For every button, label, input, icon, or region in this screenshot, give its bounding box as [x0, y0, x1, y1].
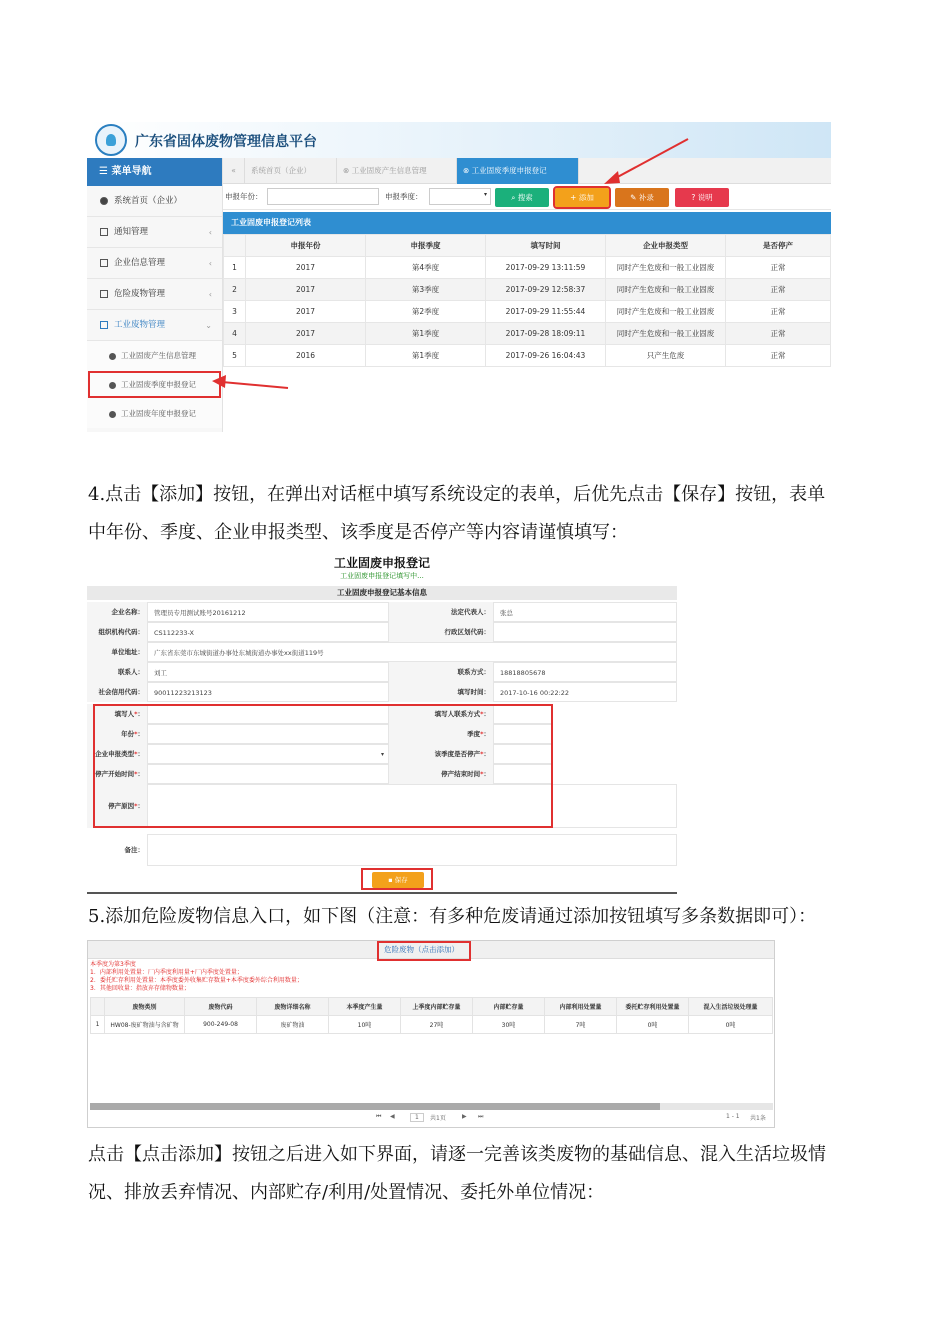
dropdown-arrow-icon: ▾	[483, 191, 487, 198]
form-row: 单位地址： 广东省东莞市东城街道办事处东城街道办事处xx街道119号	[87, 642, 677, 662]
sidebar-subitem-annual[interactable]: 工业固废年度申报登记	[87, 399, 222, 428]
horizontal-scrollbar[interactable]	[90, 1103, 773, 1110]
form-row: 企业申报类型*： ▾ 该季度是否停产*：	[87, 744, 677, 764]
form-row	[87, 834, 677, 866]
form-row: 企业名称： 管理员专用测试账号20161212 法定代表人： 张总	[87, 602, 677, 622]
table-row[interactable]: 2 2017 第3季度 2017-09-29 12:58:37 同时产生危废和一般工业固废 正常	[224, 279, 831, 301]
instruction-step-6	[88, 1136, 878, 1212]
instruction-step-5: 5.添加危险废物信息入口，如下图（注意：有多种危废请通过添加按钮填写多条数据即可）：	[88, 906, 817, 927]
table-row[interactable]: 5 2016 第1季度 2017-09-26 16:04:43 只产生危废 正常	[224, 345, 831, 367]
step-4-line-2: 中年份、季度、企业申报类型、该季度是否停产等内容请谨慎填写：	[88, 522, 628, 543]
pagination	[88, 1113, 775, 1127]
table-header-row: 废物类别 废物代码 废物详细名称 本季度产生量 上季度内部贮存量 内部贮存量 内部利用处置量 委托贮存利用处置量 混入生活垃圾处理量	[91, 998, 773, 1016]
col-stopped[interactable]: 是否停产	[726, 235, 831, 257]
org-code: CS112233-X	[147, 622, 389, 642]
note-line: 3．其他回收量：指放弃存储物数量；	[90, 985, 190, 992]
form-row: 年份*： 季度*：	[87, 724, 677, 744]
plus-icon: +	[570, 193, 579, 202]
remark-label: 备注：	[87, 834, 147, 866]
form-row: 停产原因*：	[87, 784, 677, 828]
scrollbar-thumb[interactable]	[90, 1103, 660, 1110]
question-icon: ?	[691, 193, 698, 202]
platform-title: 广东省固体废物管理信息平台	[135, 134, 317, 150]
remark-textarea[interactable]	[147, 834, 677, 866]
col-year[interactable]: 申报年份	[246, 235, 366, 257]
add-button[interactable]: + 添加	[555, 188, 609, 207]
close-icon[interactable]: ⊗	[343, 166, 352, 175]
chevron-left-icon: ‹	[208, 259, 212, 268]
tab-produce[interactable]: ⊗ 工业固废产生信息管理	[337, 158, 457, 184]
sidebar-item-industrial[interactable]: 工业废物管理 ⌄	[87, 310, 222, 341]
step-6-line-2: 况、排放丢弃情况、内部贮存/利用/处置情况、委托外单位情况：	[88, 1182, 605, 1203]
chevron-down-icon: ⌄	[205, 321, 212, 330]
tab-home[interactable]: 系统首页（企业）	[245, 158, 337, 184]
form-row: 联系人： 刘工 联系方式： 18818805678	[87, 662, 677, 682]
search-button[interactable]: ⌕ 搜索	[495, 188, 549, 207]
tab-quarterly[interactable]: ⊗ 工业固废季度申报登记	[457, 158, 579, 184]
company-address: 广东省东莞市东城街道办事处东城街道办事处xx街道119号	[147, 642, 677, 662]
table-row[interactable]: 1 2017 第4季度 2017-09-29 13:11:59 同时产生危废和一般工业固废 正常	[224, 257, 831, 279]
arrow-head	[604, 171, 620, 184]
search-icon: ⌕	[511, 193, 518, 202]
col-time[interactable]: 填写时间	[486, 235, 606, 257]
contact-person: 刘工	[147, 662, 389, 682]
add-hazardous-link[interactable]: 危险废物（点击添加）	[384, 945, 459, 954]
fill-time: 2017-10-16 00:22:22	[493, 682, 677, 702]
col-type[interactable]: 企业申报类型	[606, 235, 726, 257]
help-button[interactable]: ? 说明	[675, 188, 729, 207]
close-icon[interactable]: ⊗	[463, 166, 472, 175]
pencil-icon: ✎	[630, 193, 639, 202]
arrow-to-add-button	[612, 139, 688, 180]
page-input[interactable]: 1	[410, 1113, 424, 1122]
sidebar-item-home[interactable]: 系统首页（企业）	[87, 186, 222, 217]
form-row: 停产开始时间*： 停产结束时间*：	[87, 764, 677, 784]
hazardous-waste-screenshot	[87, 940, 775, 1128]
menu-icon: ☰	[99, 166, 112, 177]
form-row: 填写人*： 填写人联系方式*：	[87, 704, 677, 724]
form-title: 工业固废申报登记	[333, 556, 430, 570]
table-row[interactable]: 1 HW08-废矿物油与含矿物 900-249-08 废矿物油 10吨 27吨 30吨 7吨 0吨 0吨	[91, 1016, 773, 1034]
col-quarter[interactable]: 申报季度	[366, 235, 486, 257]
form-row: 组织机构代码： CS112233-X 行政区划代码：	[87, 622, 677, 642]
note-line: 1．内部利用处置量：厂内季度利用量+厂内季度处置量；	[90, 969, 243, 976]
legal-representative: 张总	[493, 602, 677, 622]
list-title: 工业固废申报登记列表	[223, 212, 831, 234]
first-page-icon[interactable]: ⏮	[376, 1113, 382, 1120]
quarter-label: 申报季度：	[385, 192, 423, 201]
region-code	[493, 622, 677, 642]
credit-code: 90011223213123	[147, 682, 389, 702]
instruction-step-4	[88, 476, 878, 552]
required-fields-highlight	[93, 704, 553, 828]
last-page-icon[interactable]: ⏭	[478, 1113, 484, 1120]
record-total: 共1条	[750, 1115, 766, 1122]
contact-phone: 18818805678	[493, 662, 677, 682]
step-6-line-1: 点击【点击添加】按钮之后进入如下界面，请逐一完善该类废物的基础信息、混入生活垃圾情	[88, 1144, 826, 1165]
year-label: 申报年份：	[225, 192, 263, 201]
note-line: 本季度为第3季度	[90, 961, 136, 968]
sidebar-header: ☰ 菜单导航	[87, 158, 222, 186]
next-page-icon[interactable]: ▶	[462, 1113, 467, 1120]
table-row[interactable]: 3 2017 第2季度 2017-09-29 11:55:44 同时产生危废和一般工业固废 正常	[224, 301, 831, 323]
record-range: 1 - 1	[726, 1113, 740, 1120]
declaration-form-screenshot	[87, 548, 677, 894]
chevron-left-icon: ‹	[208, 228, 212, 237]
add-link-highlight	[377, 941, 471, 961]
step-4-line-1: 4.点击【添加】按钮，在弹出对话框中填写系统设定的表单，后优先点击【保存】按钮，表单	[88, 484, 826, 505]
table-row[interactable]: 4 2017 第1季度 2017-09-28 18:09:11 同时产生危废和一般工业固废 正常	[224, 323, 831, 345]
company-name: 管理员专用测试账号20161212	[147, 602, 389, 622]
save-button[interactable]: ▪ 保存	[372, 872, 424, 888]
sidebar-item-notice[interactable]: 通知管理 ‹	[87, 217, 222, 248]
arrow-head	[212, 375, 226, 388]
divider	[87, 892, 677, 894]
note-line: 2．委托贮存利用处置量：本季度委外收集贮存数量+本季度委外综合利用数量；	[90, 977, 303, 984]
save-icon: ▪	[388, 876, 395, 884]
sidebar-subitem-produce[interactable]: 工业固废产生信息管理	[87, 341, 222, 370]
dropdown-arrow-icon: ▾	[380, 751, 384, 758]
tabs-back-icon[interactable]: «	[223, 158, 245, 184]
chevron-left-icon: ‹	[208, 290, 212, 299]
hazardous-waste-table	[90, 997, 773, 1034]
form-row: 社会信用代码： 90011223213123 填写时间： 2017-10-16 00:22:22	[87, 682, 677, 702]
prev-page-icon[interactable]: ◀	[390, 1113, 395, 1120]
arrow-to-quarterly-menu	[222, 382, 288, 388]
form-status: 工业固废申报登记填写中...	[340, 572, 424, 580]
supplement-button[interactable]: ✎ 补录	[615, 188, 669, 207]
sidebar-item-company[interactable]: 企业信息管理 ‹	[87, 248, 222, 279]
total-pages: 共1页	[430, 1115, 446, 1122]
sidebar-subitem-quarterly[interactable]: 工业固废季度申报登记	[87, 370, 222, 399]
sidebar-item-hazardous[interactable]: 危险废物管理 ‹	[87, 279, 222, 310]
form-section-title: 工业固废申报登记基本信息	[87, 586, 677, 600]
